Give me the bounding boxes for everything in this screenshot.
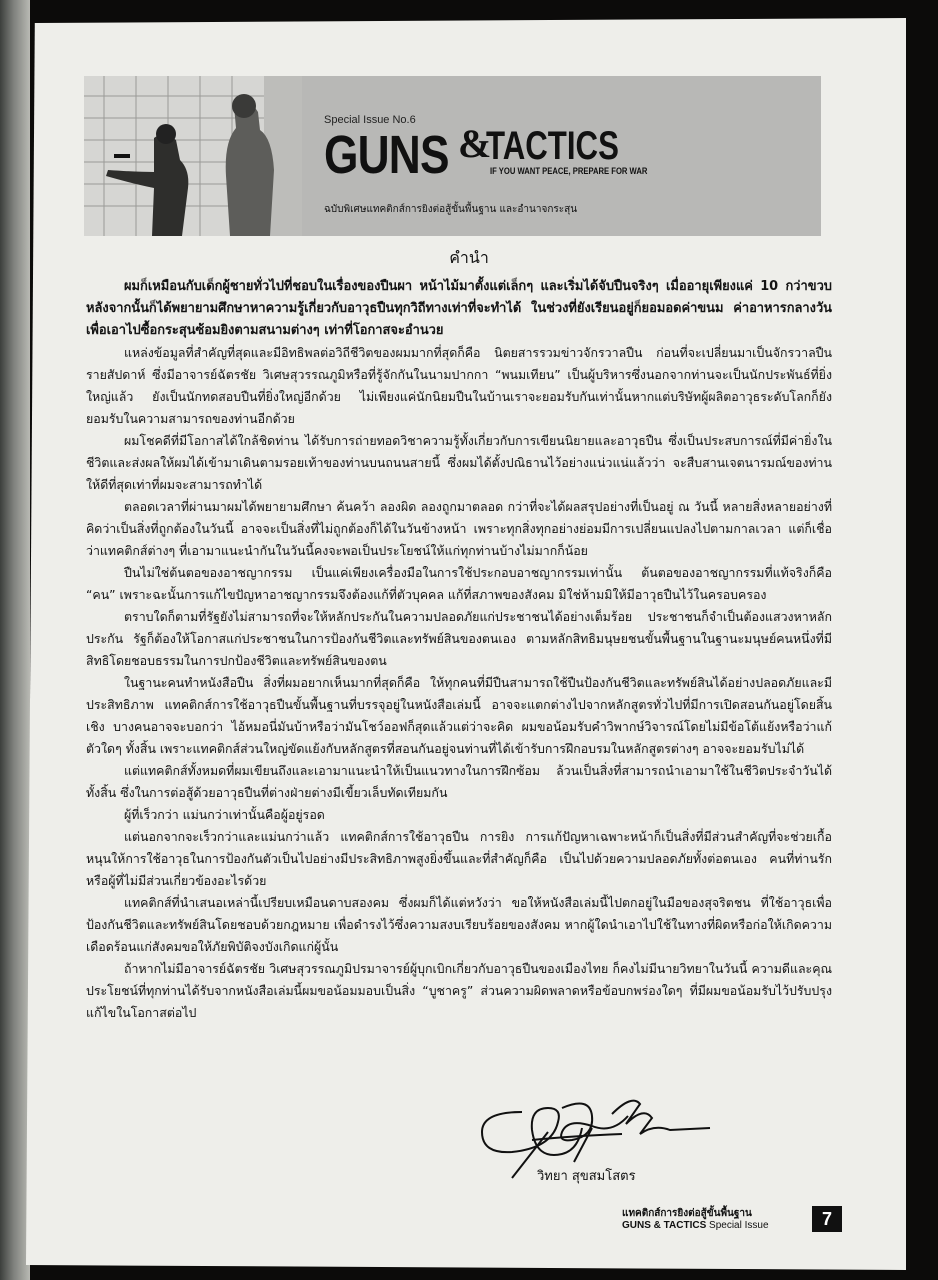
magazine-title-guns: GUNS — [324, 125, 449, 185]
foreword-paragraph-10: แต่นอกจากจะเร็วกว่าและแม่นกว่าแล้ว แทคติกส์การใช้อาวุธปืน การยิง การแก้ปัญหาเฉพาะหน้าก็เป็นสิ่งที่มีส่วนสำคัญที่จะช่วยเกื้อหนุนให้การใช้อาวุธในการป้องกันตัวเป็นไปอย่างมีประสิทธิภาพสูงยิ่งขึ้นและที่สำคัญก็คือ เป็นไปด้วยความปลอดภัยทั้งต่อตนเอง คนที่ท่านรักหรือผู้ที่ไม่มีส่วนเกี่ยวข้องอะไรด้วย — [86, 829, 832, 888]
foreword-paragraph-5: ปืนไม่ใช่ต้นตอของอาชญากรรม เป็นแค่เพียงเครื่องมือในการใช้ประกอบอาชญากรรมเท่านั้น ต้นตอของอาชญากรรมที่แท้จริงก็คือ “คน” เพราะฉะนั้นการแก้ไขปัญหาอาชญากรรมจึงต้องแก้ที่ตัวบุคคล แก้ที่สภาพของสังคม มิใช่ห้ามมิให้มีอาวุธปืนไว้ในครอบครอง — [86, 565, 832, 602]
magazine-title-tactics: TACTICS — [486, 124, 619, 168]
masthead-photo — [84, 76, 302, 236]
issue-subtitle: ฉบับพิเศษแทคติกส์การยิงต่อสู้ขั้นพื้นฐาน และอำนาจกระสุน — [324, 204, 578, 215]
foreword-paragraph-1: ผมก็เหมือนกับเด็กผู้ชายทั่วไปที่ชอบในเรื่องของปืนผา หน้าไม้มาตั้งแต่เล็กๆ และเริ่มได้จับปืนจริงๆ เมื่ออายุเพียงแค่ 10 กว่าขวบหลังจากนั้นก็ได้พยายามศึกษาหาความรู้เกี่ยวกับอาวุธปืนทุกวิถีทางเท่าที่จะทำได้ ในช่วงที่ยังเรียนอยู่ก็ยอมอดค่าขนม ค่าอาหารกลางวันเพื่อเอาไปซื้อกระสุนซ้อมยิงตามสนามต่างๆ เท่าที่โอกาสจะอำนวย — [86, 279, 832, 338]
footer-magazine-name — [622, 1220, 769, 1231]
page-heading: คำนำ — [449, 248, 489, 267]
footer-brand: GUNS & TACTICS — [622, 1220, 707, 1231]
page-number: 7 — [812, 1206, 842, 1232]
author-name: วิทยา สุขสมโสตร — [537, 1169, 636, 1184]
foreword-paragraph-12: ถ้าหากไม่มีอาจารย์ฉัตรชัย วิเศษสุวรรณภูมิปรมาจารย์ผู้บุกเบิกเกี่ยวกับอาวุธปืนของเมืองไทย ก็คงไม่มีนายวิทยาในวันนี้ ความดีและคุณประโยชน์ที่ทุกท่านได้รับจากหนังสือเล่มนี้ผมขอน้อมมอบเป็นสิ่ง “บูชาครู” ส่วนความผิดพลาดหรือข้อบกพร่องใดๆ ที่มีผมขอน้อมรับไว้ปรับปรุง แก้ไขในโอกาสต่อไป — [86, 961, 832, 1020]
foreword-body — [86, 276, 832, 1024]
footer-thai-title: แทคติกส์การยิงต่อสู้ขั้นพื้นฐาน — [622, 1208, 752, 1219]
foreword-paragraph-4: ตลอดเวลาที่ผ่านมาผมได้พยายามศึกษา ค้นคว้า ลองผิด ลองถูกมาตลอด กว่าที่จะได้ผลสรุปอย่างที่เป็นอยู่ ณ วันนี้ หลายสิ่งหลายอย่างที่คิดว่าเป็นสิ่งที่ถูกต้องในวันนี้ อาจจะเป็นสิ่งที่ไม่ถูกต้องก็ได้ในวันข้างหน้า เพราะทุกสิ่งทุกอย่างย่อมมีการเปลี่ยนแปลงไปตามกาลเวลา แต่ก็เชื่อว่าแทคติกส์ต่างๆ ที่เอามาแนะนำกันในวันนี้คงจะพอเป็นประโยชน์ให้แก่ทุกท่านบ้างไม่มากก็น้อย — [86, 499, 832, 558]
issue-number: Special Issue No.6 — [324, 114, 416, 126]
foreword-paragraph-3: ผมโชคดีที่มีโอกาสได้ใกล้ชิดท่าน ได้รับการถ่ายทอดวิชาความรู้ทั้งเกี่ยวกับการเขียนนิยายและอาวุธปืน ซึ่งเป็นประสบการณ์ที่มีค่ายิ่งในชีวิตและส่งผลให้ผมได้เข้ามาเดินตามรอยเท้าของท่านบนถนนสายนี้ ซึ่งผมได้ตั้งปณิธานไว้อย่างแน่วแน่แล้วว่า จะสืบสานเจตนารมณ์ของท่านให้ดีที่สุดเท่าที่ผมจะสามารถทำได้ — [86, 433, 832, 492]
foreword-paragraph-2: แหล่งข้อมูลที่สำคัญที่สุดและมีอิทธิพลต่อวิถีชีวิตของผมมากที่สุดก็คือ นิตยสารรวมข่าวจักรวาลปืน ก่อนที่จะเปลี่ยนมาเป็นจักรวาลปืนรายสัปดาห์ ซึ่งมีอาจารย์ฉัตรชัย วิเศษสุวรรณภูมิหรือที่รู้จักกันในนามปากกา “พนมเทียน” เป็นผู้บริหารซึ่งนอกจากท่านจะเป็นนักประพันธ์ที่ยิ่งใหญ่แล้ว ยังเป็นนักทดสอบปืนที่ยิ่งใหญ่อีกด้วย ไม่เพียงแค่นักนิยมปืนในบ้านเราจะยอมรับกันเท่านั้นหากแต่บริษัทผู้ผลิตอาวุธระดับโลกก็ยังยอมรับในความสามารถของท่านอีกด้วย — [86, 345, 832, 426]
magazine-spine-shadow — [0, 0, 30, 1280]
foreword-paragraph-6: ตราบใดก็ตามที่รัฐยังไม่สามารถที่จะให้หลักประกันในความปลอดภัยแก่ประชาชนได้อย่างเต็มร้อย ประชาชนก็จำเป็นต้องแสวงหาหลักประกัน รัฐก็ต้องให้โอกาสแก่ประชาชนในการป้องกันชีวิตและทรัพย์สินของตนเอง ตามหลักสิทธิมนุษยชนขั้นพื้นฐานในฐานะมนุษย์คนหนึ่งที่มีสิทธิโดยชอบธรรมในการปกป้องชีวิตและทรัพย์สินของตน — [86, 609, 832, 668]
magazine-tagline: IF YOU WANT PEACE, PREPARE FOR WAR — [490, 166, 648, 176]
shooters-photo-illustration — [84, 76, 302, 236]
foreword-paragraph-8: แต่แทคติกส์ทั้งหมดที่ผมเขียนถึงและเอามาแนะนำให้เป็นแนวทางในการฝึกซ้อม ล้วนเป็นสิ่งที่สามารถนำเอามาใช้ในชีวิตประจำวันได้ทั้งสิ้น ซึ่งในการต่อสู้ด้วยอาวุธปืนที่ต่างฝ่ายต่างมีเขี้ยวเล็บทัดเทียมกัน — [86, 763, 832, 800]
footer-issue-label: Special Issue — [706, 1220, 769, 1231]
foreword-paragraph-11: แทคติกส์ที่นำเสนอเหล่านี้เปรียบเหมือนดาบสองคม ซึ่งผมก็ได้แต่หวังว่า ขอให้หนังสือเล่มนี้ไปตกอยู่ในมือของสุจริตชน ที่ใช้อาวุธเพื่อป้องกันชีวิตและทรัพย์สินโดยชอบด้วยกฎหมาย เพื่อดำรงไว้ซึ่งความสงบเรียบร้อยของสังคม หากผู้ใดนำเอาไปใช้ในทางที่ผิดหรือก่อให้เกิดความเดือดร้อนแก่สังคมขอให้ภัยพิบัติจงบังเกิดแก่ผู้นั้น — [86, 895, 832, 954]
foreword-paragraph-7: ในฐานะคนทำหนังสือปืน สิ่งที่ผมอยากเห็นมากที่สุดก็คือ ให้ทุกคนที่มีปืนสามารถใช้ปืนป้องกันชีวิตและทรัพย์สินได้อย่างปลอดภัยและมีประสิทธิภาพ แทคติกส์การใช้อาวุธปืนขั้นพื้นฐานที่บรรจุอยู่ในหนังสือเล่มนี้ อาจจะแตกต่างไปจากหลักสูตรทั่วไปที่มีการเปิดสอนกันอยู่โดยสิ้นเชิง บางคนอาจจะบอกว่า ไอ้หมอนี่มันบ้าหรือว่ามันโชว์ออฟก็สุดแล้วแต่ว่าจะคิด ผมขอน้อมรับคำวิพากษ์วิจารณ์โดยไม่มีข้อโต้แย้งหรือว่าแก้ตัวใดๆ ทั้งสิ้น เพราะแทคติกส์ส่วนใหญ่ขัดแย้งกับหลักสูตรที่สอนกันอยู่จนท่านที่ได้เข้ารับการฝึกอบรมในหลักสูตรต่างๆ อาจจะยอมรับไม่ได้ — [86, 675, 832, 756]
masthead-banner — [84, 76, 821, 236]
magazine-title-ampersand: & — [458, 121, 492, 166]
foreword-paragraph-9: ผู้ที่เร็วกว่า แม่นกว่าเท่านั้นคือผู้อยู่รอด — [124, 807, 325, 822]
